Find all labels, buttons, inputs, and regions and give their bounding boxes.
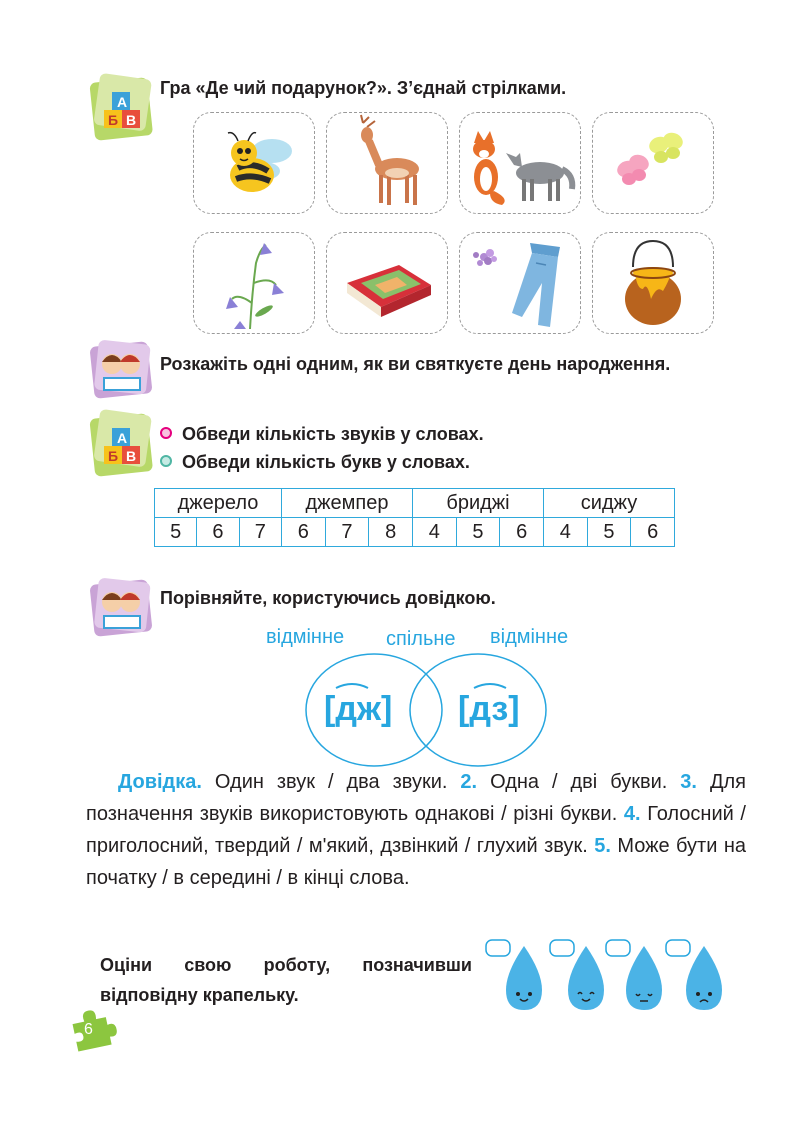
number-cell[interactable]: 5: [456, 518, 500, 547]
task3-icon: [86, 408, 156, 478]
reference-head: Довідка.: [118, 771, 202, 793]
task1-icon: [86, 72, 156, 142]
sound-dzh: [дж]: [324, 690, 393, 728]
neutral-drop-icon[interactable]: [606, 940, 662, 1010]
word-cell: сиджу: [544, 489, 675, 518]
sound-dz: [дз]: [458, 690, 520, 728]
reference-text: Довідка. Один звук / два звуки. 2. Одна / дві букви. 3. Для позначення звуків використовують однакові / різні букви. 4. Голосний / приголосний, твердий / м'який, дзвінкий / глухий звук. 5. Може бути на початку / в середині / в кінці слова.: [86, 771, 746, 889]
svg-text:В: В: [126, 112, 137, 128]
task4-title: Порівняйте, користуючись довідкою.: [160, 588, 496, 608]
word-cell: джемпер: [282, 489, 413, 518]
task2-title: Розкажіть одні одним, як ви святкуєте день народження.: [160, 354, 671, 374]
task1-title: Гра «Де чий подарунок?». З’єднай стрілками.: [160, 78, 567, 98]
butterflies-icon: [593, 113, 713, 213]
card-honey-pot[interactable]: [592, 232, 714, 334]
number-cell[interactable]: 8: [369, 518, 413, 547]
evaluation-text: Оціни свою роботу, позначивши відповідну крапельку.: [100, 955, 472, 1005]
card-jeans[interactable]: [459, 232, 581, 334]
number-cell[interactable]: 6: [500, 518, 544, 547]
card-bee[interactable]: [193, 112, 315, 214]
magenta-bullet-icon: [160, 427, 172, 439]
number-cell[interactable]: 7: [325, 518, 369, 547]
instruction-letters: Обведи кількість букв у словах.: [160, 452, 470, 473]
number-cell[interactable]: 5: [155, 518, 197, 547]
honey-pot-icon: [593, 233, 713, 333]
children-reading-icon: [86, 578, 156, 638]
venn-label-middle: спільне: [386, 628, 456, 650]
word-cell: бриджі: [413, 489, 544, 518]
svg-text:А: А: [117, 430, 128, 446]
words-row: [155, 489, 675, 518]
svg-text:Б: Б: [108, 112, 119, 128]
number-cell[interactable]: 6: [282, 518, 326, 547]
number-cell[interactable]: 4: [544, 518, 588, 547]
smile-drop-icon[interactable]: [550, 940, 604, 1010]
bellflower-icon: [194, 233, 314, 333]
svg-text:Б: Б: [108, 448, 119, 464]
instruction-sounds: Обведи кількість звуків у словах.: [160, 424, 484, 445]
venn-label-left: відмінне: [266, 626, 345, 648]
children-reading-icon: [86, 340, 156, 400]
card-fox-wolf[interactable]: [459, 112, 581, 214]
letter-blocks-icon: [86, 408, 156, 478]
letter-blocks-icon: [86, 72, 156, 142]
deer-icon: [327, 113, 447, 213]
card-butterflies[interactable]: [592, 112, 714, 214]
card-bellflower[interactable]: [193, 232, 315, 334]
fox-wolf-icon: [460, 113, 580, 213]
task2-icon: [86, 340, 156, 400]
card-book[interactable]: [326, 232, 448, 334]
sad-drop-icon[interactable]: [666, 940, 722, 1010]
svg-text:В: В: [126, 448, 137, 464]
page-number: 6: [84, 1021, 93, 1038]
jeans-icon: [460, 233, 580, 333]
happy-drop-icon[interactable]: [486, 940, 542, 1010]
word-cell: джерело: [155, 489, 282, 518]
card-deer[interactable]: [326, 112, 448, 214]
svg-text:А: А: [117, 94, 128, 110]
number-cell[interactable]: 6: [197, 518, 239, 547]
number-cell[interactable]: 6: [631, 518, 675, 547]
venn-label-right: відмінне: [490, 626, 569, 648]
task4-icon: [86, 578, 156, 638]
numbers-row: [155, 518, 675, 547]
number-cell[interactable]: 4: [413, 518, 457, 547]
puzzle-piece-icon: [68, 1006, 118, 1052]
bee-icon: [194, 113, 314, 213]
teal-bullet-icon: [160, 455, 172, 467]
number-cell[interactable]: 7: [239, 518, 281, 547]
book-icon: [327, 233, 447, 333]
words-table: [154, 488, 675, 547]
number-cell[interactable]: 5: [587, 518, 631, 547]
evaluation-drops: [484, 936, 734, 1016]
